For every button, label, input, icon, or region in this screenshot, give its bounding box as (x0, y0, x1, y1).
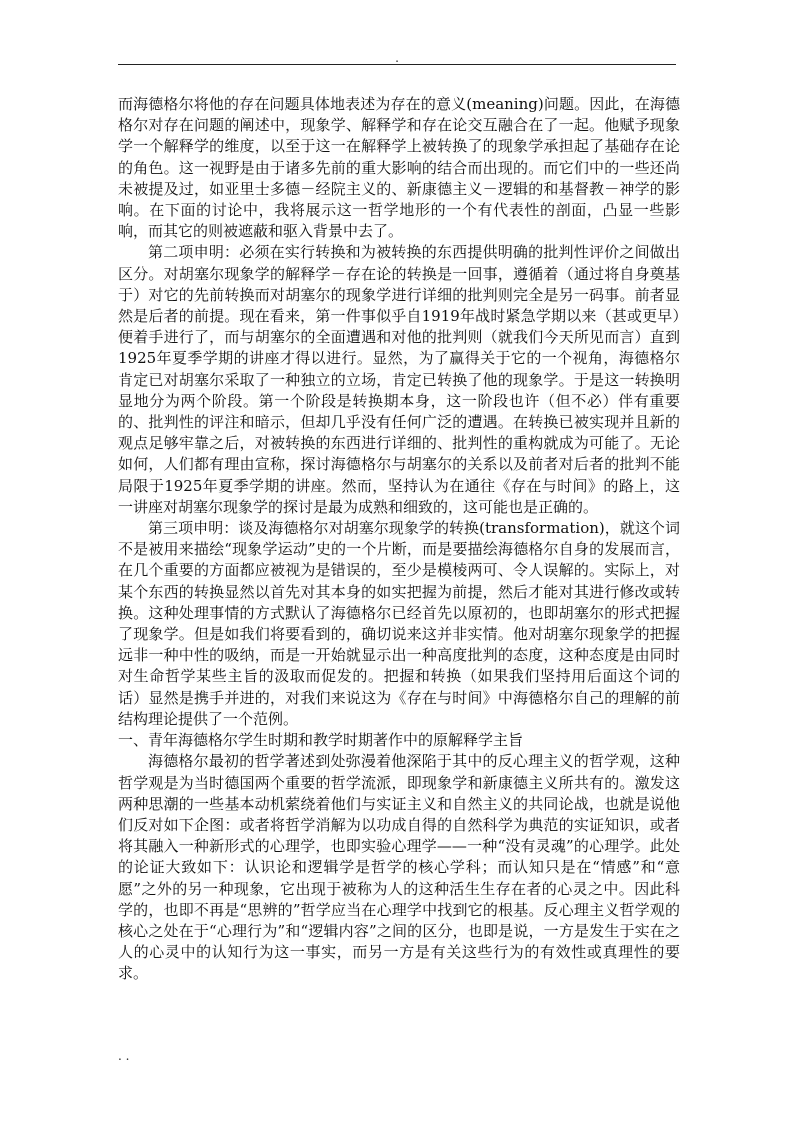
header-rule (118, 64, 676, 65)
paragraph-section-body: 海德格尔最初的哲学著述到处弥漫着他深陷于其中的反心理主义的哲学观，这种哲学观是为当时德国两个重要的哲学流派，即现象学和新康德主义所共有的。激发这两种思潮的一些基本动机萦绕着他们与实证主义和自然主义的共同论战，也就是说他们反对如下企图：或者将哲学消解为以功成自得的自然科学为典范的实证知识，或者将其融入一种新形式的心理学，也即实验心理学——一种“没有灵魂”的心理学。此处的论证大致如下：认识论和逻辑学是哲学的核心学科；而认知只是在“情感”和“意愿”之外的另一种现象，它出现于被称为人的这种活生生存在者的心灵之中。因此科学的，也即不再是“思辨的”哲学应当在心理学中找到它的根基。反心理主义哲学观的核心之处在于“心理行为”和“逻辑内容”之间的区分，也即是说，一方是发生于实在之人的心灵中的认知行为这一事实，而另一方是有关这些行为的有效性或真理性的要求。 (118, 752, 680, 983)
paragraph-third-statement: 第三项申明：谈及海德格尔对胡塞尔现象学的转换(transformation)，就这个词不是被用来描绘“现象学运动”史的一个片断，而是要描绘海德格尔自身的发展而言，在几个重要的方面都应被视为是错误的，至少是模棱两可、令人误解的。实际上，对某个东西的转换显然以首先对其本身的如实把握为前提，然后才能对其进行修改或转换。这种处理事情的方式默认了海德格尔已经首先以原初的，也即胡塞尔的形式把握了现象学。但是如我们将要看到的，确切说来这并非实情。他对胡塞尔现象学的把握远非一种中性的吸纳，而是一开始就显示出一种高度批判的态度，这种态度是由同时对生命哲学某些主旨的汲取而促发的。把握和转换（如果我们坚持用后面这个词的话）显然是携手并进的，对我们来说这为《存在与时间》中海德格尔自己的理解的前结构理论提供了一个范例。 (118, 519, 680, 728)
footer-mark: . . (118, 1049, 130, 1063)
paragraph-second-statement: 第二项申明：必须在实行转换和为被转换的东西提供明确的批判性评价之间做出区分。对胡塞尔现象学的解释学－存在论的转换是一回事，遵循着（通过将自身奠基于）对它的先前转换而对胡塞尔的现象学进行详细的批判则完全是另一码事。前者显然是后者的前提。现在看来，第一件事似乎自1919年战时紧急学期以来（甚或更早）便着手进行了，而与胡塞尔的全面遭遇和对他的批判则（就我们今天所见而言）直到1925年夏季学期的讲座才得以进行。显然，为了赢得关于它的一个视角，海德格尔肯定已对胡塞尔采取了一种独立的立场，肯定已转换了他的现象学。于是这一转换明显地分为两个阶段。第一个阶段是转换期本身，这一阶段也许（但不必）伴有重要的、批判性的评注和暗示，但却几乎没有任何广泛的遭遇。在转换已被实现并且新的观点足够牢靠之后，对被转换的东西进行详细的、批判性的重构就成为可能了。无论如何，人们都有理由宣称，探讨海德格尔与胡塞尔的关系以及前者对后者的批判不能局限于1925年夏季学期的讲座。然而，坚持认为在通往《存在与时间》的路上，这一讲座对胡塞尔现象学的探讨是最为成熟和细致的，这可能也是正确的。 (118, 243, 680, 516)
body-text (118, 94, 680, 985)
paragraph-intro: 而海德格尔将他的存在问题具体地表述为存在的意义(meaning)问题。因此，在海德格尔对存在问题的阐述中，现象学、解释学和存在论交互融合在了一起。他赋予现象学一个解释学的维度，以至于这一在解释学上被转换了的现象学承担起了基础存在论的角色。这一视野是由于诸多先前的重大影响的结合而出现的。而它们中的一些还尚未被提及过，如亚里士多德－经院主义的、新康德主义－逻辑的和基督教－神学的影响。在下面的讨论中，我将展示这一哲学地形的一个有代表性的剖面，凸显一些影响，而其它的则被遮蔽和驱入背景中去了。 (118, 95, 680, 241)
header-mark: . (395, 51, 399, 65)
section-heading: 一、青年海德格尔学生时期和教学时期著作中的原解释学主旨 (118, 731, 524, 750)
